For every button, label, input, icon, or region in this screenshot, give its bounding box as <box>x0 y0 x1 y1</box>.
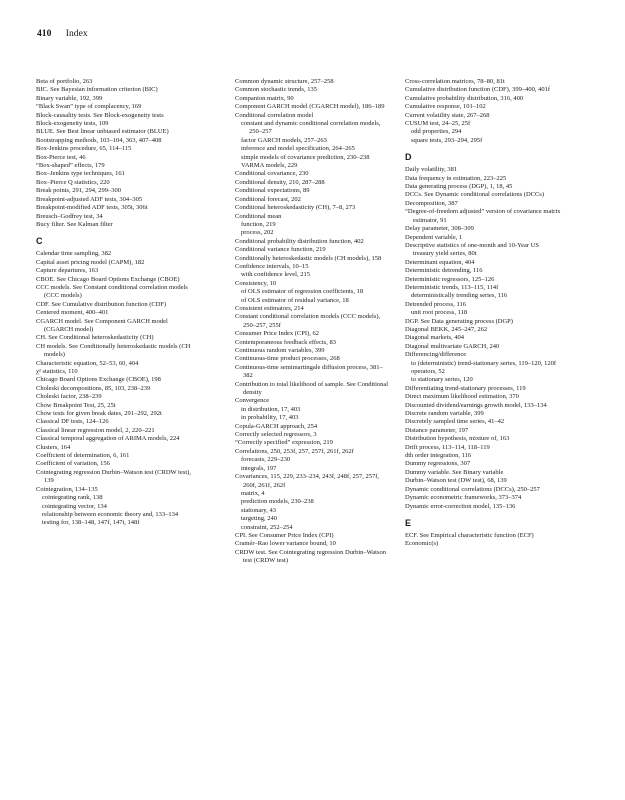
index-entry: Capture departures, 163 <box>36 267 99 275</box>
index-entry: Conditionally heteroskedastic models (CH models), 158 <box>235 254 382 262</box>
index-entry: Data generating process (DGP), 1, 18, 45 <box>405 183 513 191</box>
index-section-letter: E <box>405 517 412 528</box>
index-entry: Contribution to total likelihood of sample. See Conditional density <box>235 380 389 397</box>
index-entry: BIC. See Bayesian information criterion (BIC) <box>36 86 158 94</box>
index-entry: Common dynamic structure, 257–258 <box>235 78 334 85</box>
index-entry: CCC models. See Constant conditional correlation models (CCC models) <box>36 283 188 300</box>
index-entry: Differentiating trend-stationary processes, 119 <box>405 384 526 392</box>
index-entry: Cumulative distribution function (CDF), 399–400, 401f <box>405 86 550 94</box>
index-entry: Breakpoint-modified ADF tests, 305t, 306t <box>36 204 148 212</box>
index-entry: Dependent variable, 1 <box>405 233 463 241</box>
index-entry: Box-Jenkins procedure, 65, 114–115 <box>36 145 132 153</box>
index-entry: Deterministic regressors, 125–126 <box>405 275 495 283</box>
index-subentry: simple models of covariance prediction, 230–238 <box>241 153 370 161</box>
index-section-letter: D <box>405 152 412 163</box>
index-entry: Block-causality tests. See Block-exogeneity tests <box>36 111 164 119</box>
index-entry: Daily volatility, 381 <box>405 166 458 174</box>
index-entry: Beta of portfolio, 263 <box>36 78 93 85</box>
index-entry: Conditional density, 210, 287–288 <box>235 178 325 186</box>
index-entry: Binary variable, 192, 399 <box>36 94 103 102</box>
index-entry: Clusters, 164 <box>36 443 71 451</box>
index-entry: DGP. See Data generating process (DGP) <box>405 317 513 325</box>
index-entry: Dynamic error-correction model, 135–136 <box>405 502 516 510</box>
index-entry: Common stochastic trends, 135 <box>235 86 317 94</box>
index-subentry: cointegrating rank, 138 <box>42 494 103 502</box>
index-subentry: constraint, 252–254 <box>241 523 293 531</box>
index-entry: BLUE. See Best linear unbiased estimator (BLUE) <box>36 128 169 136</box>
index-entry: Characteristic equation, 52–53, 60, 404 <box>36 359 139 367</box>
index-entry: Delay parameter, 308–309 <box>405 225 474 233</box>
index-entry: dth order integration, 116 <box>405 452 472 460</box>
index-entry: Discrete random variable, 399 <box>405 410 484 418</box>
index-entry: Break points, 291, 294, 299–300 <box>36 187 122 195</box>
index-entry: Chow Breakpoint Test, 25, 25t <box>36 401 116 409</box>
index-subentry: forecasts, 229–230 <box>241 456 291 464</box>
index-subentry: operators, 52 <box>411 368 445 375</box>
index-entry: CUSUM test, 24–25, 25f <box>405 120 471 128</box>
index-entry: Covariances, 115, 229, 233–234, 243f, 248f, 257, 257f, 260f, 261f, 262f <box>235 473 380 489</box>
index-entry: Classical temporal aggregation of ARIMA models, 224 <box>36 435 180 443</box>
index-subentry: testing for, 138–148, 147f, 147t, 148f <box>42 519 140 527</box>
index-subentry: deterministically trending series, 116 <box>411 292 508 300</box>
index-entry: “Box-shaped” effects, 179 <box>36 162 105 170</box>
index-subentry: process, 202 <box>241 229 274 237</box>
index-entry: CDF. See Cumulative distribution function (CDF) <box>36 300 167 308</box>
index-entry: Bootstrapping methods, 103–104, 363, 407–408 <box>36 136 162 144</box>
index-entry: Consumer Price Index (CPI), 62 <box>235 330 319 338</box>
index-subentry: cointegrating vector, 134 <box>42 502 107 510</box>
index-entry: Centered moment, 400–401 <box>36 309 109 317</box>
index-entry: Detrended process, 116 <box>405 300 466 308</box>
index-entry: Conditional expectations, 89 <box>235 187 310 195</box>
index-subentry: stationary, 43 <box>241 506 276 514</box>
index-subentry: in distribution, 17, 403 <box>241 405 301 413</box>
index-entry: Consistency, 10 <box>235 279 277 287</box>
index-subentry: prediction models, 230–238 <box>241 498 314 506</box>
index-entry: Capital asset pricing model (CAPM), 182 <box>36 258 145 266</box>
index-entry: Classical DF tests, 124–126 <box>36 418 109 426</box>
index-entry: CRDW test. See Cointegrating regression Durbin–Watson test (CRDW test) <box>235 548 387 565</box>
index-entry: “Black Swan” type of complacency, 169 <box>36 103 142 111</box>
index-subentry: constant and dynamic conditional correlation models, 250–257 <box>241 120 381 136</box>
index-entry: DCCs. See Dynamic conditional correlations (DCCs) <box>405 191 545 199</box>
index-entry: Cramér–Rao lower variance bound, 10 <box>235 540 336 548</box>
index-subentry: to stationary series, 120 <box>411 376 473 384</box>
index-entry: Drift process, 113–114, 118–119 <box>405 443 490 451</box>
index-entry: Decomposition, 387 <box>405 199 458 207</box>
index-entry: ECF. See Empirical characteristic function (ECF) <box>405 531 534 539</box>
index-entry: CBOE. See Chicago Board Options Exchange (CBOE) <box>36 275 180 283</box>
index-entry: Durbin–Watson test (DW test), 68, 139 <box>405 477 507 485</box>
index-entry: Correlations, 250, 253f, 257, 257f, 261f, 262f <box>235 447 354 455</box>
index-entry: Conditional mean <box>235 212 282 220</box>
index-entry: Determinant equation, 404 <box>405 258 475 266</box>
index-entry: Contemporaneous feedback effects, 83 <box>235 338 336 346</box>
index-entry: Coefficient of variation, 156 <box>36 460 110 468</box>
index-entry: Dummy regressions, 307 <box>405 460 471 468</box>
index-entry: Cointegration, 134–135 <box>36 485 98 493</box>
index-entry: Bucy filter. See Kalman filter <box>36 220 113 228</box>
index-entry: Box–Jenkins type techniques, 161 <box>36 170 125 178</box>
index-subentry: with confidence level, 215 <box>241 271 310 279</box>
index-entry: Constant conditional correlation models (CCC models), 250–257, 255f <box>235 313 381 329</box>
index-entry: Cross-correlation matrices, 78–80, 81t <box>405 78 505 85</box>
running-title: Index <box>65 28 88 39</box>
index-entry: Diagonal BEKK, 245–247, 262 <box>405 325 488 333</box>
index-entry: Coefficient of determination, 6, 161 <box>36 452 130 460</box>
index-entry: Economic(s) <box>405 540 439 548</box>
index-entry: Conditional correlation model <box>235 111 314 119</box>
index-subentry: matrix, 4 <box>241 489 265 497</box>
index-entry: Dynamic econometric frameworks, 373–374 <box>405 494 522 502</box>
index-entry: Companion matrix, 90 <box>235 94 294 102</box>
index-entry: Box-Pierce test, 46 <box>36 153 86 161</box>
index-subentry: unit root process, 118 <box>411 309 468 317</box>
index-entry: Continuous-time product processes, 268 <box>235 355 340 363</box>
index-subentry: VARMA models, 229 <box>241 162 298 170</box>
index-entry: “Correctly specified” expression, 219 <box>235 439 333 447</box>
index-subentry: inference and model specification, 264–265 <box>241 145 355 153</box>
index-entry: Dynamic conditional correlations (DCCs), 250–257 <box>405 485 540 493</box>
index-entry: Copula-GARCH approach, 254 <box>235 422 318 430</box>
index-entry: Current volatility state, 267–268 <box>405 111 490 119</box>
index-entry: Discretely sampled time series, 41–42 <box>405 418 505 426</box>
index-entry: Conditional probability distribution function, 402 <box>235 237 364 245</box>
index-entry: Discounted dividend/earnings growth model, 133–134 <box>405 401 547 409</box>
index-subentry: function, 219 <box>241 220 276 228</box>
index-entry: “Degree-of-freedom adjusted” version of covariance matrix estimator, 91 <box>405 208 561 224</box>
index-subentry: relationship between economic theory and, 133–134 <box>42 510 179 518</box>
index-entry: Correctly selected regressors, 3 <box>235 431 317 439</box>
index-entry: Data frequency in estimation, 223–225 <box>405 174 507 182</box>
index-entry: CH. See Conditional heteroskedasticity (CH) <box>36 334 154 342</box>
index-subentry: square tests, 293–294, 295f <box>411 136 483 144</box>
index-subentry: factor GARCH models, 257–263 <box>241 136 327 144</box>
page-number: 410 <box>37 28 52 39</box>
index-entry: Differencing/difference <box>405 351 467 359</box>
index-entry: Cointegrating regression Durbin–Watson test (CRDW test), 139 <box>36 468 191 485</box>
index-entry: CH models. See Conditionally heteroskedastic models (CH models) <box>36 342 191 359</box>
index-entry: Conditional heteroskedasticity (CH), 7–8, 273 <box>235 204 356 212</box>
index-entry: Confidence intervals, 10–15 <box>235 262 309 270</box>
index-entry: Deterministic trends, 113–115, 114f <box>405 283 499 291</box>
index-entry: Conditional forecast, 202 <box>235 195 301 203</box>
index-entry: Box–Pierce Q statistics, 220 <box>36 178 110 186</box>
index-entry: Choleski factor, 238–239 <box>36 393 102 401</box>
index-entry: Block-exogeneity tests, 109 <box>36 120 109 128</box>
index-entry: Cumulative response, 101–102 <box>405 103 486 111</box>
index-column-1 <box>36 78 192 528</box>
index-entry: Conditional covariance, 230 <box>235 170 309 178</box>
index-entry: Chow tests for given break dates, 291–292, 292t <box>36 410 162 418</box>
index-entry: Cumulative probability distribution, 316, 400 <box>405 94 524 102</box>
index-column-2 <box>235 78 391 566</box>
index-entry: Consistent estimators, 214 <box>235 304 304 312</box>
index-subentry: targeting, 240 <box>241 515 277 523</box>
index-entry: Descriptive statistics of one-month and 10-Year US treasury yield series, 80t <box>405 241 540 258</box>
index-entry: Diagonal multivariate GARCH, 240 <box>405 342 500 350</box>
index-entry: Convergence <box>235 397 270 405</box>
index-entry: Chicago Board Options Exchange (CBOE), 198 <box>36 376 161 384</box>
index-entry: Continuous random variables, 399 <box>235 347 325 354</box>
index-subentry: odd properties, 294 <box>411 128 462 136</box>
index-entry: Component GARCH model (CGARCH model), 186–189 <box>235 103 385 111</box>
index-entry: Conditional variance function, 219 <box>235 246 326 254</box>
index-subentry: integrals, 197 <box>241 464 277 472</box>
index-entry: Distribution hypothesis, mixture of, 163 <box>405 435 510 443</box>
index-entry: Classical linear regression model, 2, 220–221 <box>36 426 155 434</box>
index-subentry: to (deterministic) trend-stationary series, 119–120, 120f <box>411 359 557 367</box>
index-entry: Distance parameter, 197 <box>405 426 469 434</box>
index-entry: Calendar time sampling, 382 <box>36 250 112 258</box>
index-entry: Choleski decompositions, 85, 103, 238–239 <box>36 384 151 392</box>
index-entry: Breakpoint-adjusted ADF tests, 304–305 <box>36 195 143 203</box>
index-entry: Diagonal markets, 404 <box>405 334 465 342</box>
index-entry: Continuous-time semimartingale diffusion process, 381–382 <box>235 363 383 380</box>
index-subentry: of OLS estimator of residual variance, 18 <box>241 296 349 304</box>
index-entry: χ² statistics, 110 <box>36 368 78 375</box>
index-subentry: in probability, 17, 403 <box>241 414 299 422</box>
index-entry: Direct maximum likelihood estimation, 370 <box>405 393 519 401</box>
index-section-letter: C <box>36 236 43 247</box>
index-subentry: of OLS estimator of regression coefficients, 18 <box>241 288 364 296</box>
index-entry: CGARCH model. See Component GARCH model (CGARCH model) <box>36 317 168 333</box>
page-header <box>37 28 88 39</box>
index-entry: CPI. See Consumer Price Index (CPI) <box>235 531 334 539</box>
index-entry: Deterministic detrending, 116 <box>405 267 483 275</box>
index-entry: Breusch–Godfrey test, 34 <box>36 212 103 220</box>
index-entry: Dummy variable. See Binary variable <box>405 468 504 476</box>
index-column-3 <box>405 78 561 549</box>
